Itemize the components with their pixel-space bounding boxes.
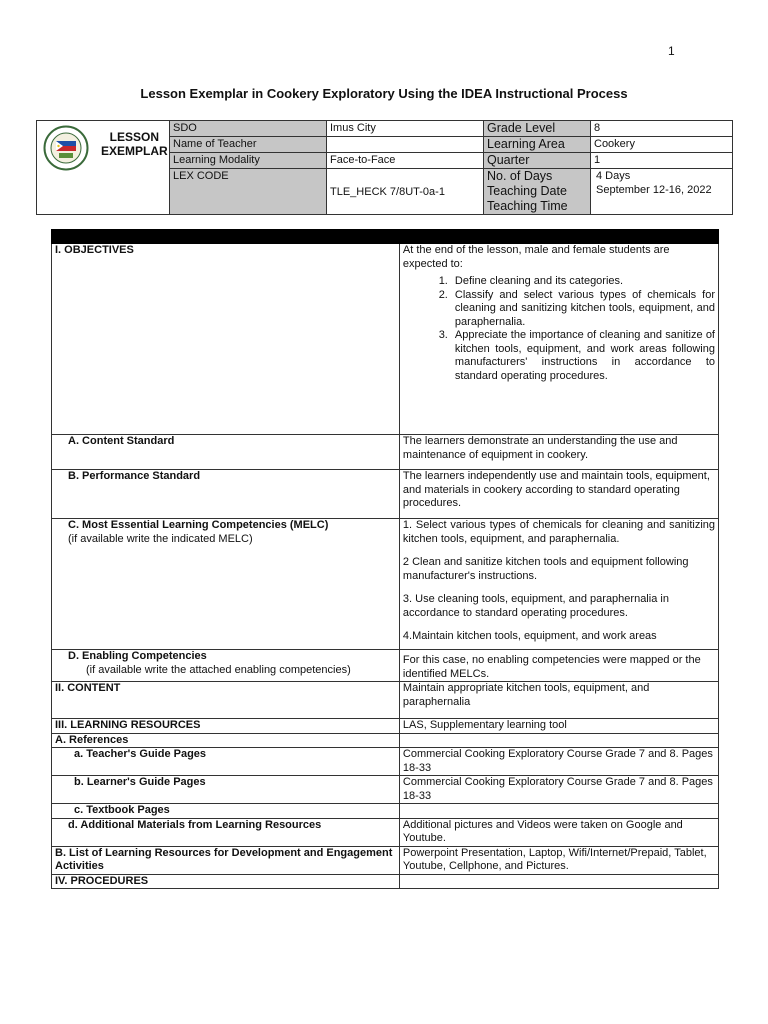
logo-label-exemplar: EXEMPLAR [101, 144, 168, 158]
objective-item: 2. Classify and select various types of chemicals for cleaning and sanitizing kitchen tools, equipment, and paraphernalia. [451, 289, 715, 330]
teaching-date-label: Teaching Date [487, 184, 567, 198]
row-objectives [52, 244, 719, 435]
content-label: II. CONTENT [52, 682, 400, 719]
teaching-date-value: September 12-16, 2022 [596, 184, 712, 196]
row-textbook [52, 804, 719, 819]
list-resources-label: B. List of Learning Resources for Development and Engagement Activities [52, 846, 400, 874]
deped-seal-icon [43, 125, 89, 171]
days-label: No. of Days [487, 169, 553, 183]
objective-item: 3. Appreciate the importance of cleaning and sanitize of kitchen tools, equipment, and work areas following manufacturers' instructions in accordance to standard operating procedures. [451, 329, 715, 383]
row-additional-materials [52, 818, 719, 846]
enabling-label: D. Enabling Competencies [68, 650, 207, 662]
melc-label: C. Most Essential Learning Competencies (MELC) [68, 519, 329, 531]
row-performance-standard [52, 470, 719, 519]
teaching-time-label: Teaching Time [487, 199, 568, 213]
header-table [36, 120, 733, 215]
teacher-label: Name of Teacher [170, 137, 327, 153]
grade-level-label: Grade Level [484, 121, 591, 137]
row-learners-guide [52, 776, 719, 804]
modality-label: Learning Modality [170, 153, 327, 169]
additional-materials-label: d. Additional Materials from Learning Resources [52, 818, 400, 846]
learning-resources-value: LAS, Supplementary learning tool [399, 719, 718, 734]
document-title: Lesson Exemplar in Cookery Exploratory Using the IDEA Instructional Process [140, 86, 628, 101]
list-resources-value: Powerpoint Presentation, Laptop, Wifi/Internet/Prepaid, Tablet, Youtube, Cellphone, and Pictures. [399, 846, 718, 874]
learners-guide-label: b. Learner's Guide Pages [52, 776, 400, 804]
melc-item: 2 Clean and sanitize kitchen tools and equipment following manufacturer's instructions. [402, 556, 689, 582]
modality-value: Face-to-Face [327, 153, 484, 169]
table-header-bar [52, 230, 719, 244]
logo-label-lesson: LESSON [109, 130, 160, 144]
melc-item: 1. Select various types of chemicals for cleaning and sanitizing kitchen tools, equipment, and paraphernalia. [402, 519, 715, 545]
sdo-value: Imus City [327, 121, 484, 137]
row-teachers-guide [52, 748, 719, 776]
row-references [52, 733, 719, 748]
procedures-label: IV. PROCEDURES [52, 874, 400, 889]
lex-code-value: TLE_HECK 7/8UT-0a-1 [327, 169, 484, 215]
objectives-list [403, 275, 715, 383]
melc-sublabel: (if available write the indicated MELC) [68, 532, 253, 545]
references-label: A. References [52, 733, 400, 748]
lesson-table [51, 229, 719, 889]
melc-item: 4.Maintain kitchen tools, equipment, and work areas [402, 630, 657, 642]
teacher-value [327, 137, 484, 153]
learners-guide-value: Commercial Cooking Exploratory Course Grade 7 and 8. Pages 18-33 [399, 776, 718, 804]
objectives-intro: At the end of the lesson, male and female students are expected to: [402, 244, 670, 270]
row-enabling [52, 650, 719, 682]
grade-level-value: 8 [591, 121, 733, 137]
enabling-value: For this case, no enabling competencies were mapped or the identified MELCs. [399, 650, 718, 682]
objectives-label: I. OBJECTIVES [52, 244, 400, 435]
enabling-sublabel: (if available write the attached enabling competencies) [86, 663, 351, 676]
content-standard-value: The learners demonstrate an understanding the use and maintenance of equipment in cookery. [399, 435, 718, 470]
objective-item: 1. Define cleaning and its categories. [451, 275, 715, 289]
additional-materials-value: Additional pictures and Videos were taken on Google and Youtube. [399, 818, 718, 846]
row-list-resources [52, 846, 719, 874]
learning-area-value: Cookery [591, 137, 733, 153]
quarter-value: 1 [591, 153, 733, 169]
logo-cell [37, 121, 170, 215]
page-number: 1 [668, 44, 675, 58]
performance-standard-label: B. Performance Standard [52, 470, 400, 519]
learning-resources-label: III. LEARNING RESOURCES [52, 719, 400, 734]
melc-item: 3. Use cleaning tools, equipment, and paraphernalia in accordance to standard operating procedures. [402, 593, 669, 619]
row-procedures [52, 874, 719, 889]
quarter-label: Quarter [484, 153, 591, 169]
content-standard-label: A. Content Standard [52, 435, 400, 470]
learning-area-label: Learning Area [484, 137, 591, 153]
sdo-label: SDO [170, 121, 327, 137]
row-content [52, 682, 719, 719]
teachers-guide-value: Commercial Cooking Exploratory Course Grade 7 and 8. Pages 18-33 [399, 748, 718, 776]
teachers-guide-label: a. Teacher's Guide Pages [52, 748, 400, 776]
textbook-label: c. Textbook Pages [52, 804, 400, 819]
row-content-standard [52, 435, 719, 470]
row-melc [52, 519, 719, 650]
performance-standard-value: The learners independently use and maintain tools, equipment, and materials in cookery according to standard operating procedures. [399, 470, 718, 519]
days-value: 4 Days [596, 170, 631, 182]
lex-code-label: LEX CODE [170, 169, 327, 215]
row-learning-resources [52, 719, 719, 734]
content-value: Maintain appropriate kitchen tools, equipment, and paraphernalia [399, 682, 718, 719]
